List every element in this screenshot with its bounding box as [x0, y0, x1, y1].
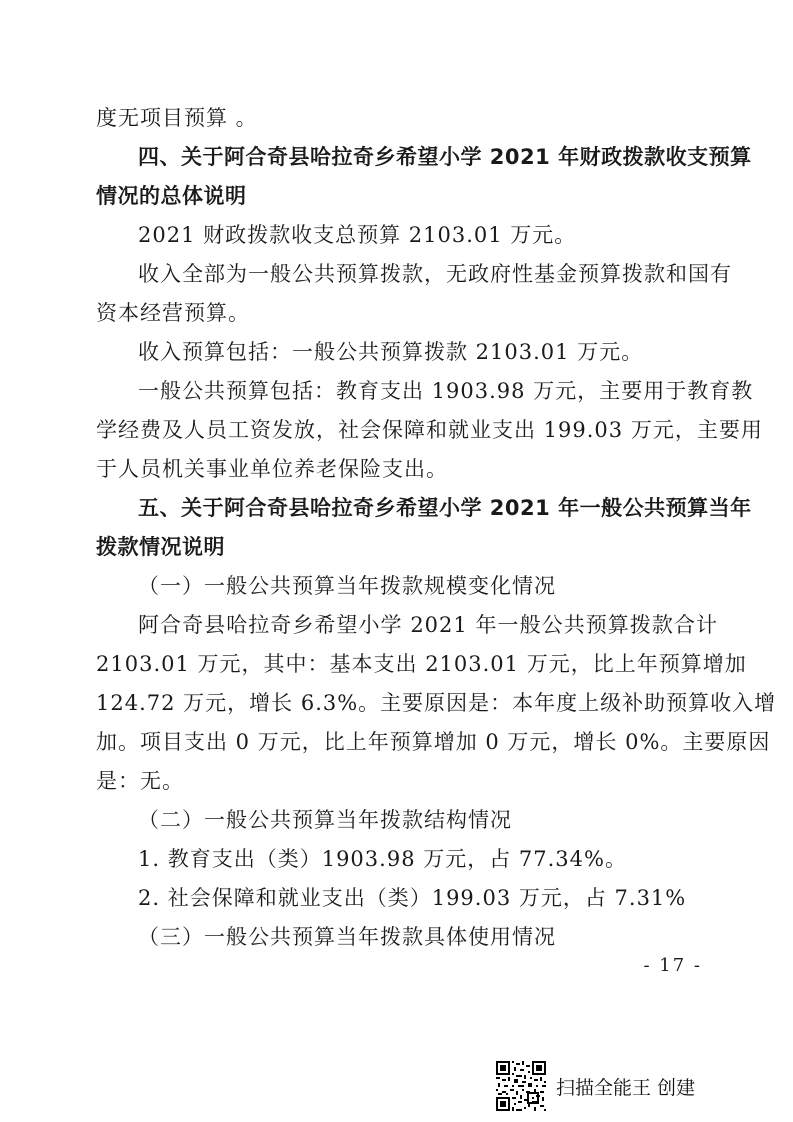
text-line: 2103.01 万元，其中：基本支出 2103.01 万元，比上年预算增加	[96, 652, 747, 676]
page-number: - 17 -	[643, 955, 702, 976]
section-heading: 情况的总体说明	[96, 184, 247, 208]
scanner-watermark	[496, 1058, 695, 1114]
section-heading: 拨款情况说明	[96, 535, 225, 559]
text-line: 是：无。	[96, 769, 184, 793]
subsection-heading: （一）一般公共预算当年拨款规模变化情况	[138, 574, 556, 598]
watermark-text: 扫描全能王 创建	[556, 1076, 696, 1099]
text-line: 收入全部为一般公共预算拨款，无政府性基金预算拨款和国有	[138, 262, 732, 286]
text-line: 资本经营预算。	[96, 301, 250, 325]
subsection-heading: （三）一般公共预算当年拨款具体使用情况	[138, 925, 556, 949]
section-heading: 四、关于阿合奇县哈拉奇乡希望小学 2021 年财政拨款收支预算	[138, 145, 752, 169]
list-item: 1. 教育支出（类）1903.98 万元，占 77.34%。	[138, 847, 627, 871]
qr-code-icon	[496, 1061, 546, 1111]
text-line: 阿合奇县哈拉奇乡希望小学 2021 年一般公共预算拨款合计	[138, 613, 718, 637]
text-line: 于人员机关事业单位养老保险支出。	[96, 457, 448, 481]
text-line: 2021 财政拨款收支总预算 2103.01 万元。	[138, 223, 577, 247]
list-item: 2. 社会保障和就业支出（类）199.03 万元，占 7.31%	[138, 886, 687, 910]
text-line: 124.72 万元，增长 6.3%。主要原因是：本年度上级补助预算收入增	[96, 691, 777, 715]
text-line: 度无项目预算 。	[96, 106, 258, 130]
text-line: 加。项目支出 0 万元，比上年预算增加 0 万元，增长 0%。主要原因	[96, 730, 771, 754]
text-line: 收入预算包括：一般公共预算拨款 2103.01 万元。	[138, 340, 644, 364]
text-line: 一般公共预算包括：教育支出 1903.98 万元，主要用于教育教	[138, 379, 754, 403]
text-line: 学经费及人员工资发放，社会保障和就业支出 199.03 万元，主要用	[96, 418, 763, 442]
subsection-heading: （二）一般公共预算当年拨款结构情况	[138, 808, 512, 832]
section-heading: 五、关于阿合奇县哈拉奇乡希望小学 2021 年一般公共预算当年	[138, 496, 752, 520]
